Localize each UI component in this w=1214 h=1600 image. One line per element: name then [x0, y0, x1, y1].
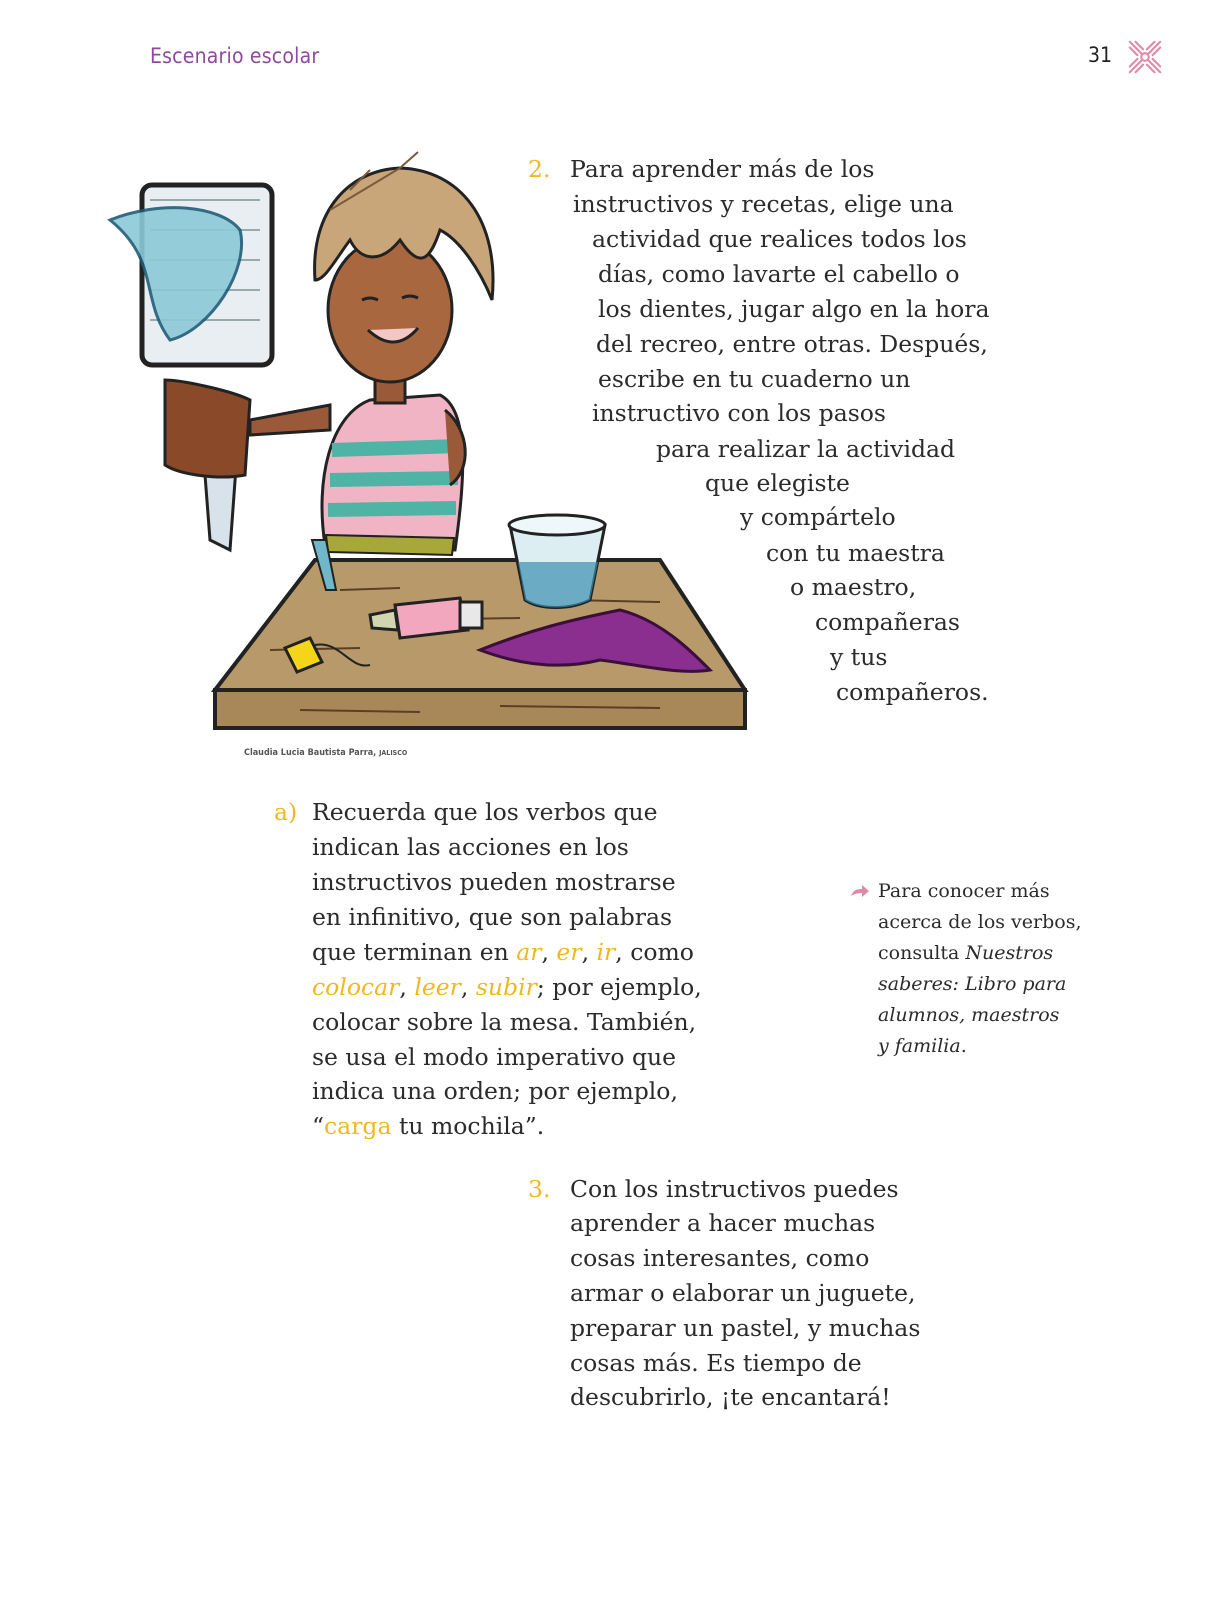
item-3-line: cosas más. Es tiempo de: [570, 1349, 862, 1377]
item-2-line: los dientes, jugar algo en la hora: [598, 295, 990, 323]
item-2-line: del recreo, entre otras. Después,: [596, 330, 988, 358]
item-2-line: compañeros.: [836, 678, 989, 706]
arrow-icon: [850, 884, 870, 898]
item-3-line: descubrirlo, ¡te encantará!: [570, 1383, 891, 1411]
item-3-line: aprender a hacer muchas: [570, 1209, 876, 1237]
section-title: Escenario escolar: [150, 44, 320, 68]
item-2-line: con tu maestra: [766, 539, 945, 567]
verb-highlight: er: [556, 938, 582, 966]
verb-highlight: subir: [475, 973, 537, 1001]
item-3-line: cosas interesantes, como: [570, 1244, 870, 1272]
item-2-line: instructivos y recetas, elige una: [573, 190, 954, 218]
bowl-drawing: [509, 515, 605, 608]
verb-highlight: ar: [516, 938, 542, 966]
ornament-icon: [1126, 38, 1164, 76]
item-a-line: se usa el modo imperativo que: [312, 1043, 677, 1071]
item-a-letter: a): [274, 798, 298, 826]
item-3-line: preparar un pastel, y muchas: [570, 1314, 921, 1342]
verb-highlight: carga: [324, 1112, 392, 1140]
item-2-line: escribe en tu cuaderno un: [598, 365, 911, 393]
verb-highlight: leer: [414, 973, 461, 1001]
illustration-credit: Claudia Lucia Bautista Parra, JALISCO: [244, 748, 408, 758]
item-2-line: instructivo con los pasos: [592, 399, 886, 427]
aside-note: Para conocer más acerca de los verbos, consulta Nuestros saberes: Libro para alumnos, maestros y familia.: [878, 880, 1082, 1057]
item-2-line: para realizar la actividad: [656, 435, 956, 463]
item-3-number: 3.: [528, 1175, 551, 1203]
item-2-line: actividad que realices todos los: [592, 225, 967, 253]
item-a-line: indica una orden; por ejemplo,: [312, 1077, 678, 1105]
item-a-line: instructivos pueden mostrarse: [312, 868, 676, 896]
item-2-number: 2.: [528, 155, 551, 183]
item-a-line: en infinitivo, que son palabras: [312, 903, 673, 931]
item-2-line: y compártelo: [740, 503, 896, 531]
item-a-line: que terminan en ar, er, ir, como: [312, 938, 694, 966]
item-2-line: Para aprender más de los: [570, 155, 875, 183]
item-3-line: Con los instructivos puedes: [570, 1175, 899, 1203]
item-2-line: días, como lavarte el cabello o: [598, 260, 960, 288]
item-a-line: colocar, leer, subir; por ejemplo,: [312, 973, 702, 1001]
item-2-line: y tus: [830, 643, 888, 671]
verb-highlight: ir: [596, 938, 616, 966]
item-a-line: Recuerda que los verbos que: [312, 798, 658, 826]
item-2-line: o maestro,: [790, 573, 917, 601]
page-number: 31: [1088, 43, 1113, 67]
verb-highlight: colocar: [312, 973, 400, 1001]
item-2-line: que elegiste: [705, 469, 850, 497]
item-a-line: colocar sobre la mesa. También,: [312, 1008, 697, 1036]
item-2-line: compañeras: [815, 608, 960, 636]
brush-drawing: [110, 185, 272, 550]
item-3-line: armar o elaborar un juguete,: [570, 1279, 916, 1307]
item-a-line: “carga tu mochila”.: [312, 1112, 545, 1140]
item-a-line: indican las acciones en los: [312, 833, 629, 861]
